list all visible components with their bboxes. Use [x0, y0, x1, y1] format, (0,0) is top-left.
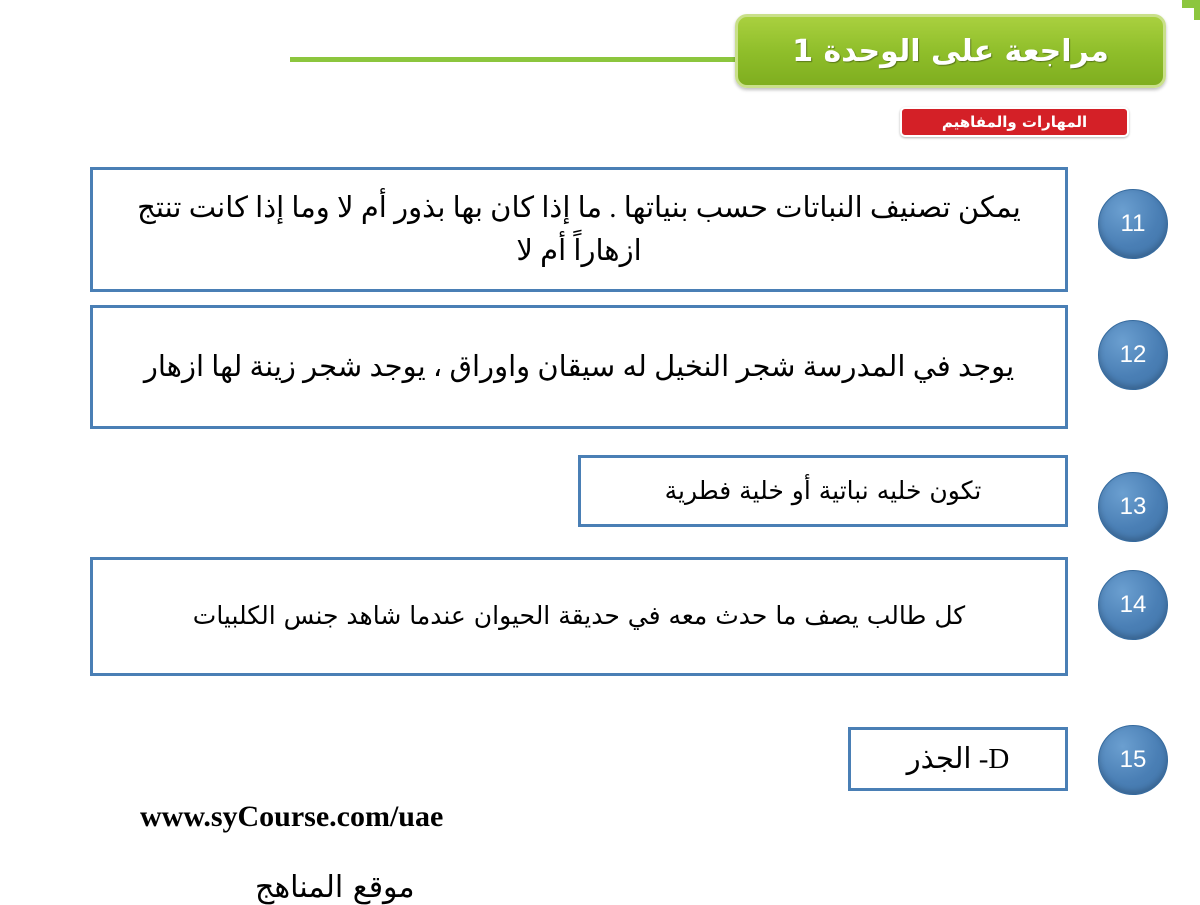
- bullet-label: 11: [1120, 210, 1146, 237]
- bullet-label: 13: [1119, 493, 1147, 520]
- answer-box-13: [578, 455, 1068, 527]
- bullet-label: 15: [1119, 746, 1147, 773]
- bullet-label: 14: [1119, 591, 1147, 618]
- list-item-number-11: [1098, 189, 1168, 259]
- answer-text-12: يوجد في المدرسة شجر النخيل له سيقان واوراق ، يوجد شجر زينة لها ازهار: [143, 350, 1015, 383]
- answer-text-15: D- الجذر: [906, 742, 1010, 775]
- footer-website-url[interactable]: www.syCourse.com/uae: [140, 800, 444, 833]
- footer-arabic-caption: موقع المناهج: [255, 870, 415, 905]
- slide-header: [0, 0, 1200, 150]
- list-item-number-13: [1098, 472, 1168, 542]
- bullet-label: 12: [1119, 341, 1147, 368]
- header-corner-accent-vertical: [1194, 0, 1200, 20]
- unit-title-plate: [735, 14, 1166, 88]
- answer-text-13: تكون خليه نباتية أو خلية فطرية: [664, 475, 982, 505]
- list-item-number-15: [1098, 725, 1168, 795]
- answer-box-15: [848, 727, 1068, 791]
- answer-box-12: [90, 305, 1068, 429]
- skills-concepts-badge: [900, 107, 1129, 137]
- answer-text-14: كل طالب يصف ما حدث معه في حديقة الحيوان عندما شاهد جنس الكلبيات: [192, 601, 966, 631]
- list-item-number-14: [1098, 570, 1168, 640]
- answer-box-11: [90, 167, 1068, 292]
- page-title: مراجعة على الوحدة 1: [792, 33, 1109, 69]
- list-item-number-12: [1098, 320, 1168, 390]
- status-badge: المهارات والمفاهيم: [941, 113, 1088, 131]
- answer-box-14: [90, 557, 1068, 676]
- answer-text-11: يمكن تصنيف النباتات حسب بنياتها . ما إذا كان بها بذور أم لا وما إذا كانت تنتج ازهاراً أم لا: [137, 192, 1021, 267]
